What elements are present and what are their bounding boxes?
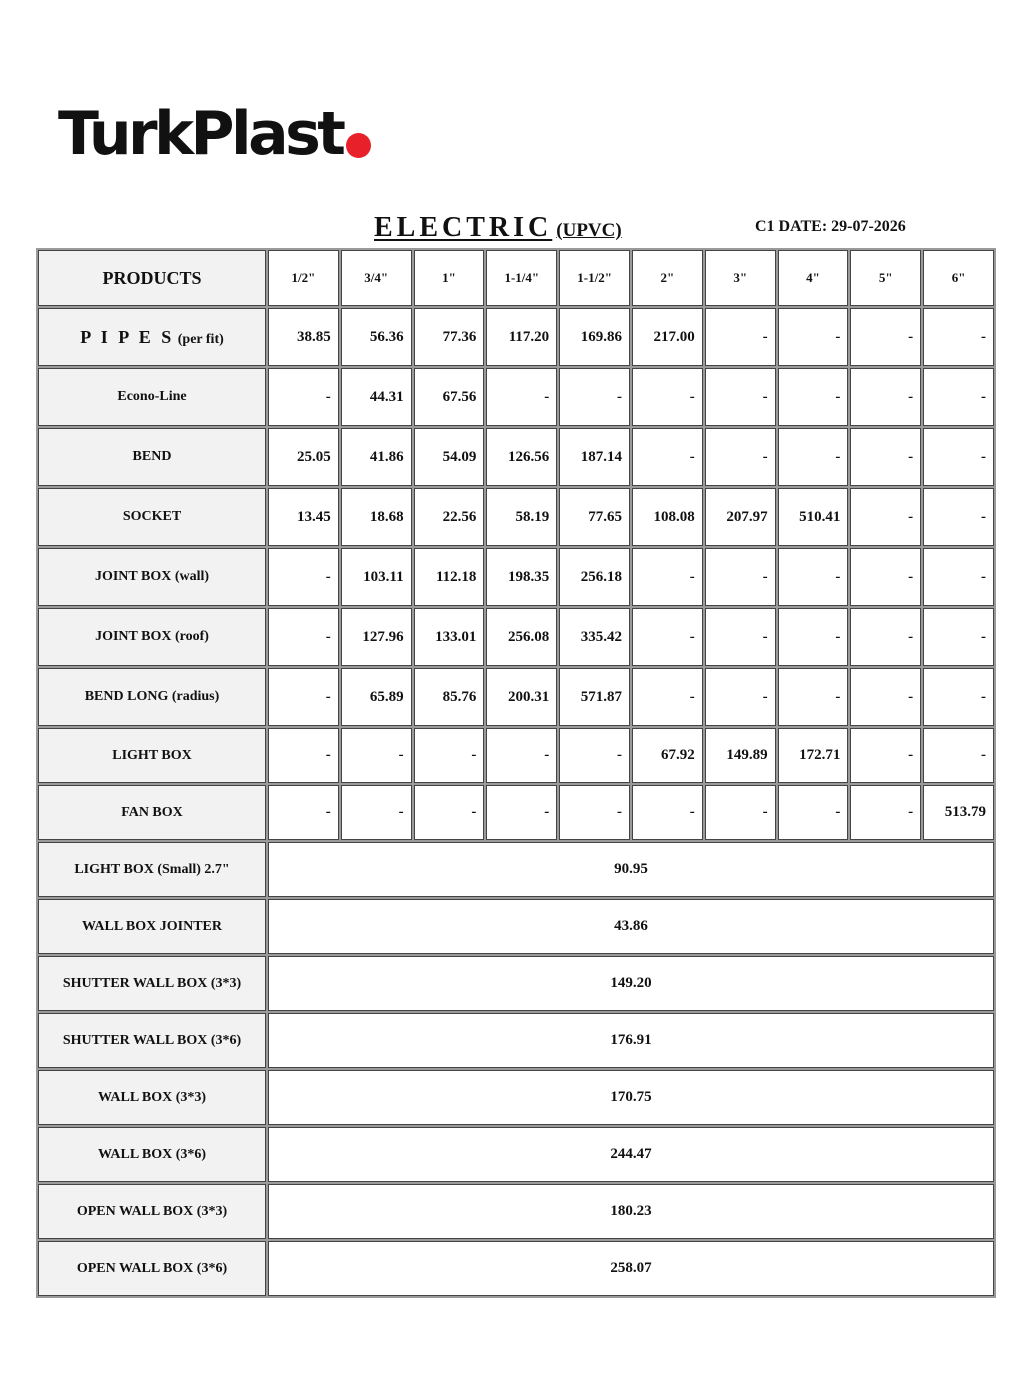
product-name: WALL BOX (3*3) xyxy=(38,1070,266,1125)
price-cell: - xyxy=(414,785,485,840)
size-header: 6" xyxy=(923,250,994,306)
price-cell: 149.89 xyxy=(705,728,776,783)
product-name: SHUTTER WALL BOX (3*3) xyxy=(38,956,266,1011)
price-cell: 77.65 xyxy=(559,488,630,546)
price-cell: - xyxy=(923,488,994,546)
price-cell: 513.79 xyxy=(923,785,994,840)
price-cell: 571.87 xyxy=(559,668,630,726)
price-cell: - xyxy=(705,785,776,840)
table-row xyxy=(38,956,994,1011)
price-cell: - xyxy=(268,728,339,783)
product-name: FAN BOX xyxy=(38,785,266,840)
table-row xyxy=(38,548,994,606)
table-row xyxy=(38,842,994,897)
product-name-main: P I P E S xyxy=(80,326,175,347)
price-cell: - xyxy=(559,785,630,840)
price-cell: 108.08 xyxy=(632,488,703,546)
price-cell: - xyxy=(850,668,921,726)
price-cell: 77.36 xyxy=(414,308,485,366)
product-name: LIGHT BOX xyxy=(38,728,266,783)
price-cell: 43.86 xyxy=(268,899,994,954)
price-cell: - xyxy=(268,608,339,666)
price-cell: 169.86 xyxy=(559,308,630,366)
title-sub: (UPVC) xyxy=(556,220,622,241)
price-cell: - xyxy=(268,548,339,606)
turkplast-logo xyxy=(58,99,371,169)
table-row xyxy=(38,785,994,840)
table-row xyxy=(38,1013,994,1068)
table-row xyxy=(38,1070,994,1125)
product-name: WALL BOX JOINTER xyxy=(38,899,266,954)
price-cell: - xyxy=(559,728,630,783)
product-name: LIGHT BOX (Small) 2.7" xyxy=(38,842,266,897)
price-cell: - xyxy=(850,728,921,783)
price-cell: - xyxy=(778,608,849,666)
table-row xyxy=(38,488,994,546)
table-row xyxy=(38,308,994,366)
price-cell: - xyxy=(705,668,776,726)
price-cell: - xyxy=(850,308,921,366)
size-header: 1-1/2" xyxy=(559,250,630,306)
price-cell: 180.23 xyxy=(268,1184,994,1239)
price-cell: - xyxy=(632,608,703,666)
price-cell: - xyxy=(778,668,849,726)
price-cell: 200.31 xyxy=(486,668,557,726)
price-cell: 256.18 xyxy=(559,548,630,606)
table-row xyxy=(38,1184,994,1239)
price-cell: - xyxy=(850,608,921,666)
table-row xyxy=(38,728,994,783)
price-cell: - xyxy=(923,548,994,606)
price-cell: - xyxy=(778,308,849,366)
price-cell: - xyxy=(923,368,994,426)
product-name: SOCKET xyxy=(38,488,266,546)
logo-red-dot xyxy=(346,133,371,158)
size-header: 1-1/4" xyxy=(486,250,557,306)
product-name xyxy=(38,308,266,366)
size-header: 2" xyxy=(632,250,703,306)
price-cell: 22.56 xyxy=(414,488,485,546)
price-cell: 25.05 xyxy=(268,428,339,486)
price-cell: 56.36 xyxy=(341,308,412,366)
price-cell: - xyxy=(923,428,994,486)
price-cell: 217.00 xyxy=(632,308,703,366)
table-row xyxy=(38,1241,994,1296)
price-cell: - xyxy=(923,608,994,666)
price-cell: 112.18 xyxy=(414,548,485,606)
product-name: BEND xyxy=(38,428,266,486)
logo-text: TurkPlast xyxy=(58,99,343,169)
price-cell: - xyxy=(632,428,703,486)
price-cell: 258.07 xyxy=(268,1241,994,1296)
price-cell: 126.56 xyxy=(486,428,557,486)
price-cell: - xyxy=(850,428,921,486)
size-header: 3/4" xyxy=(341,250,412,306)
price-cell: 510.41 xyxy=(778,488,849,546)
price-cell: - xyxy=(414,728,485,783)
price-cell: - xyxy=(268,368,339,426)
size-header: 3" xyxy=(705,250,776,306)
price-cell: - xyxy=(850,785,921,840)
price-cell: 335.42 xyxy=(559,608,630,666)
price-cell: - xyxy=(486,368,557,426)
price-cell: - xyxy=(705,308,776,366)
price-cell: - xyxy=(341,785,412,840)
header-row xyxy=(38,250,994,306)
price-cell: - xyxy=(778,548,849,606)
table-row xyxy=(38,1127,994,1182)
product-name-sub: (per fit) xyxy=(177,331,224,347)
product-name: JOINT BOX (wall) xyxy=(38,548,266,606)
price-cell: 38.85 xyxy=(268,308,339,366)
table-row xyxy=(38,668,994,726)
price-cell: - xyxy=(778,368,849,426)
product-name: JOINT BOX (roof) xyxy=(38,608,266,666)
price-cell: 207.97 xyxy=(705,488,776,546)
price-cell: 198.35 xyxy=(486,548,557,606)
price-cell: - xyxy=(850,488,921,546)
price-cell: - xyxy=(778,428,849,486)
product-name: BEND LONG (radius) xyxy=(38,668,266,726)
price-cell: 58.19 xyxy=(486,488,557,546)
price-cell: - xyxy=(632,368,703,426)
price-cell: - xyxy=(486,785,557,840)
price-cell: - xyxy=(705,608,776,666)
price-cell: 133.01 xyxy=(414,608,485,666)
price-cell: 67.92 xyxy=(632,728,703,783)
table-row xyxy=(38,899,994,954)
price-cell: - xyxy=(850,368,921,426)
price-cell: - xyxy=(778,785,849,840)
price-cell: 13.45 xyxy=(268,488,339,546)
price-cell: 90.95 xyxy=(268,842,994,897)
price-cell: 149.20 xyxy=(268,956,994,1011)
price-cell: - xyxy=(341,728,412,783)
price-cell: 41.86 xyxy=(341,428,412,486)
price-cell: - xyxy=(705,428,776,486)
price-cell: - xyxy=(850,548,921,606)
size-header: 1" xyxy=(414,250,485,306)
price-cell: - xyxy=(632,668,703,726)
price-cell: - xyxy=(923,308,994,366)
price-cell: 127.96 xyxy=(341,608,412,666)
price-cell: 54.09 xyxy=(414,428,485,486)
price-cell: 85.76 xyxy=(414,668,485,726)
price-cell: - xyxy=(268,785,339,840)
size-header: 1/2" xyxy=(268,250,339,306)
table-row xyxy=(38,428,994,486)
product-name: SHUTTER WALL BOX (3*6) xyxy=(38,1013,266,1068)
price-cell: 67.56 xyxy=(414,368,485,426)
page-title xyxy=(374,212,622,244)
price-cell: 44.31 xyxy=(341,368,412,426)
price-cell: 256.08 xyxy=(486,608,557,666)
date-label: C1 DATE: 29-07-2026 xyxy=(755,218,906,235)
price-cell: 187.14 xyxy=(559,428,630,486)
price-cell: 172.71 xyxy=(778,728,849,783)
price-cell: - xyxy=(268,668,339,726)
price-cell: - xyxy=(705,368,776,426)
title-main: ELECTRIC xyxy=(374,212,553,243)
price-table xyxy=(36,248,996,1298)
product-name: OPEN WALL BOX (3*6) xyxy=(38,1241,266,1296)
price-cell: - xyxy=(486,728,557,783)
price-cell: 170.75 xyxy=(268,1070,994,1125)
price-cell: 103.11 xyxy=(341,548,412,606)
price-cell: 176.91 xyxy=(268,1013,994,1068)
price-cell: - xyxy=(923,668,994,726)
table-row xyxy=(38,608,994,666)
price-cell: - xyxy=(632,785,703,840)
price-cell: 65.89 xyxy=(341,668,412,726)
size-header: 5" xyxy=(850,250,921,306)
size-header: 4" xyxy=(778,250,849,306)
products-header: PRODUCTS xyxy=(38,250,266,306)
price-cell: 244.47 xyxy=(268,1127,994,1182)
product-name: OPEN WALL BOX (3*3) xyxy=(38,1184,266,1239)
product-name: Econo-Line xyxy=(38,368,266,426)
table-row xyxy=(38,368,994,426)
price-cell: - xyxy=(923,728,994,783)
price-cell: - xyxy=(632,548,703,606)
product-name: WALL BOX (3*6) xyxy=(38,1127,266,1182)
price-cell: 117.20 xyxy=(486,308,557,366)
price-cell: - xyxy=(705,548,776,606)
price-cell: - xyxy=(559,368,630,426)
price-cell: 18.68 xyxy=(341,488,412,546)
